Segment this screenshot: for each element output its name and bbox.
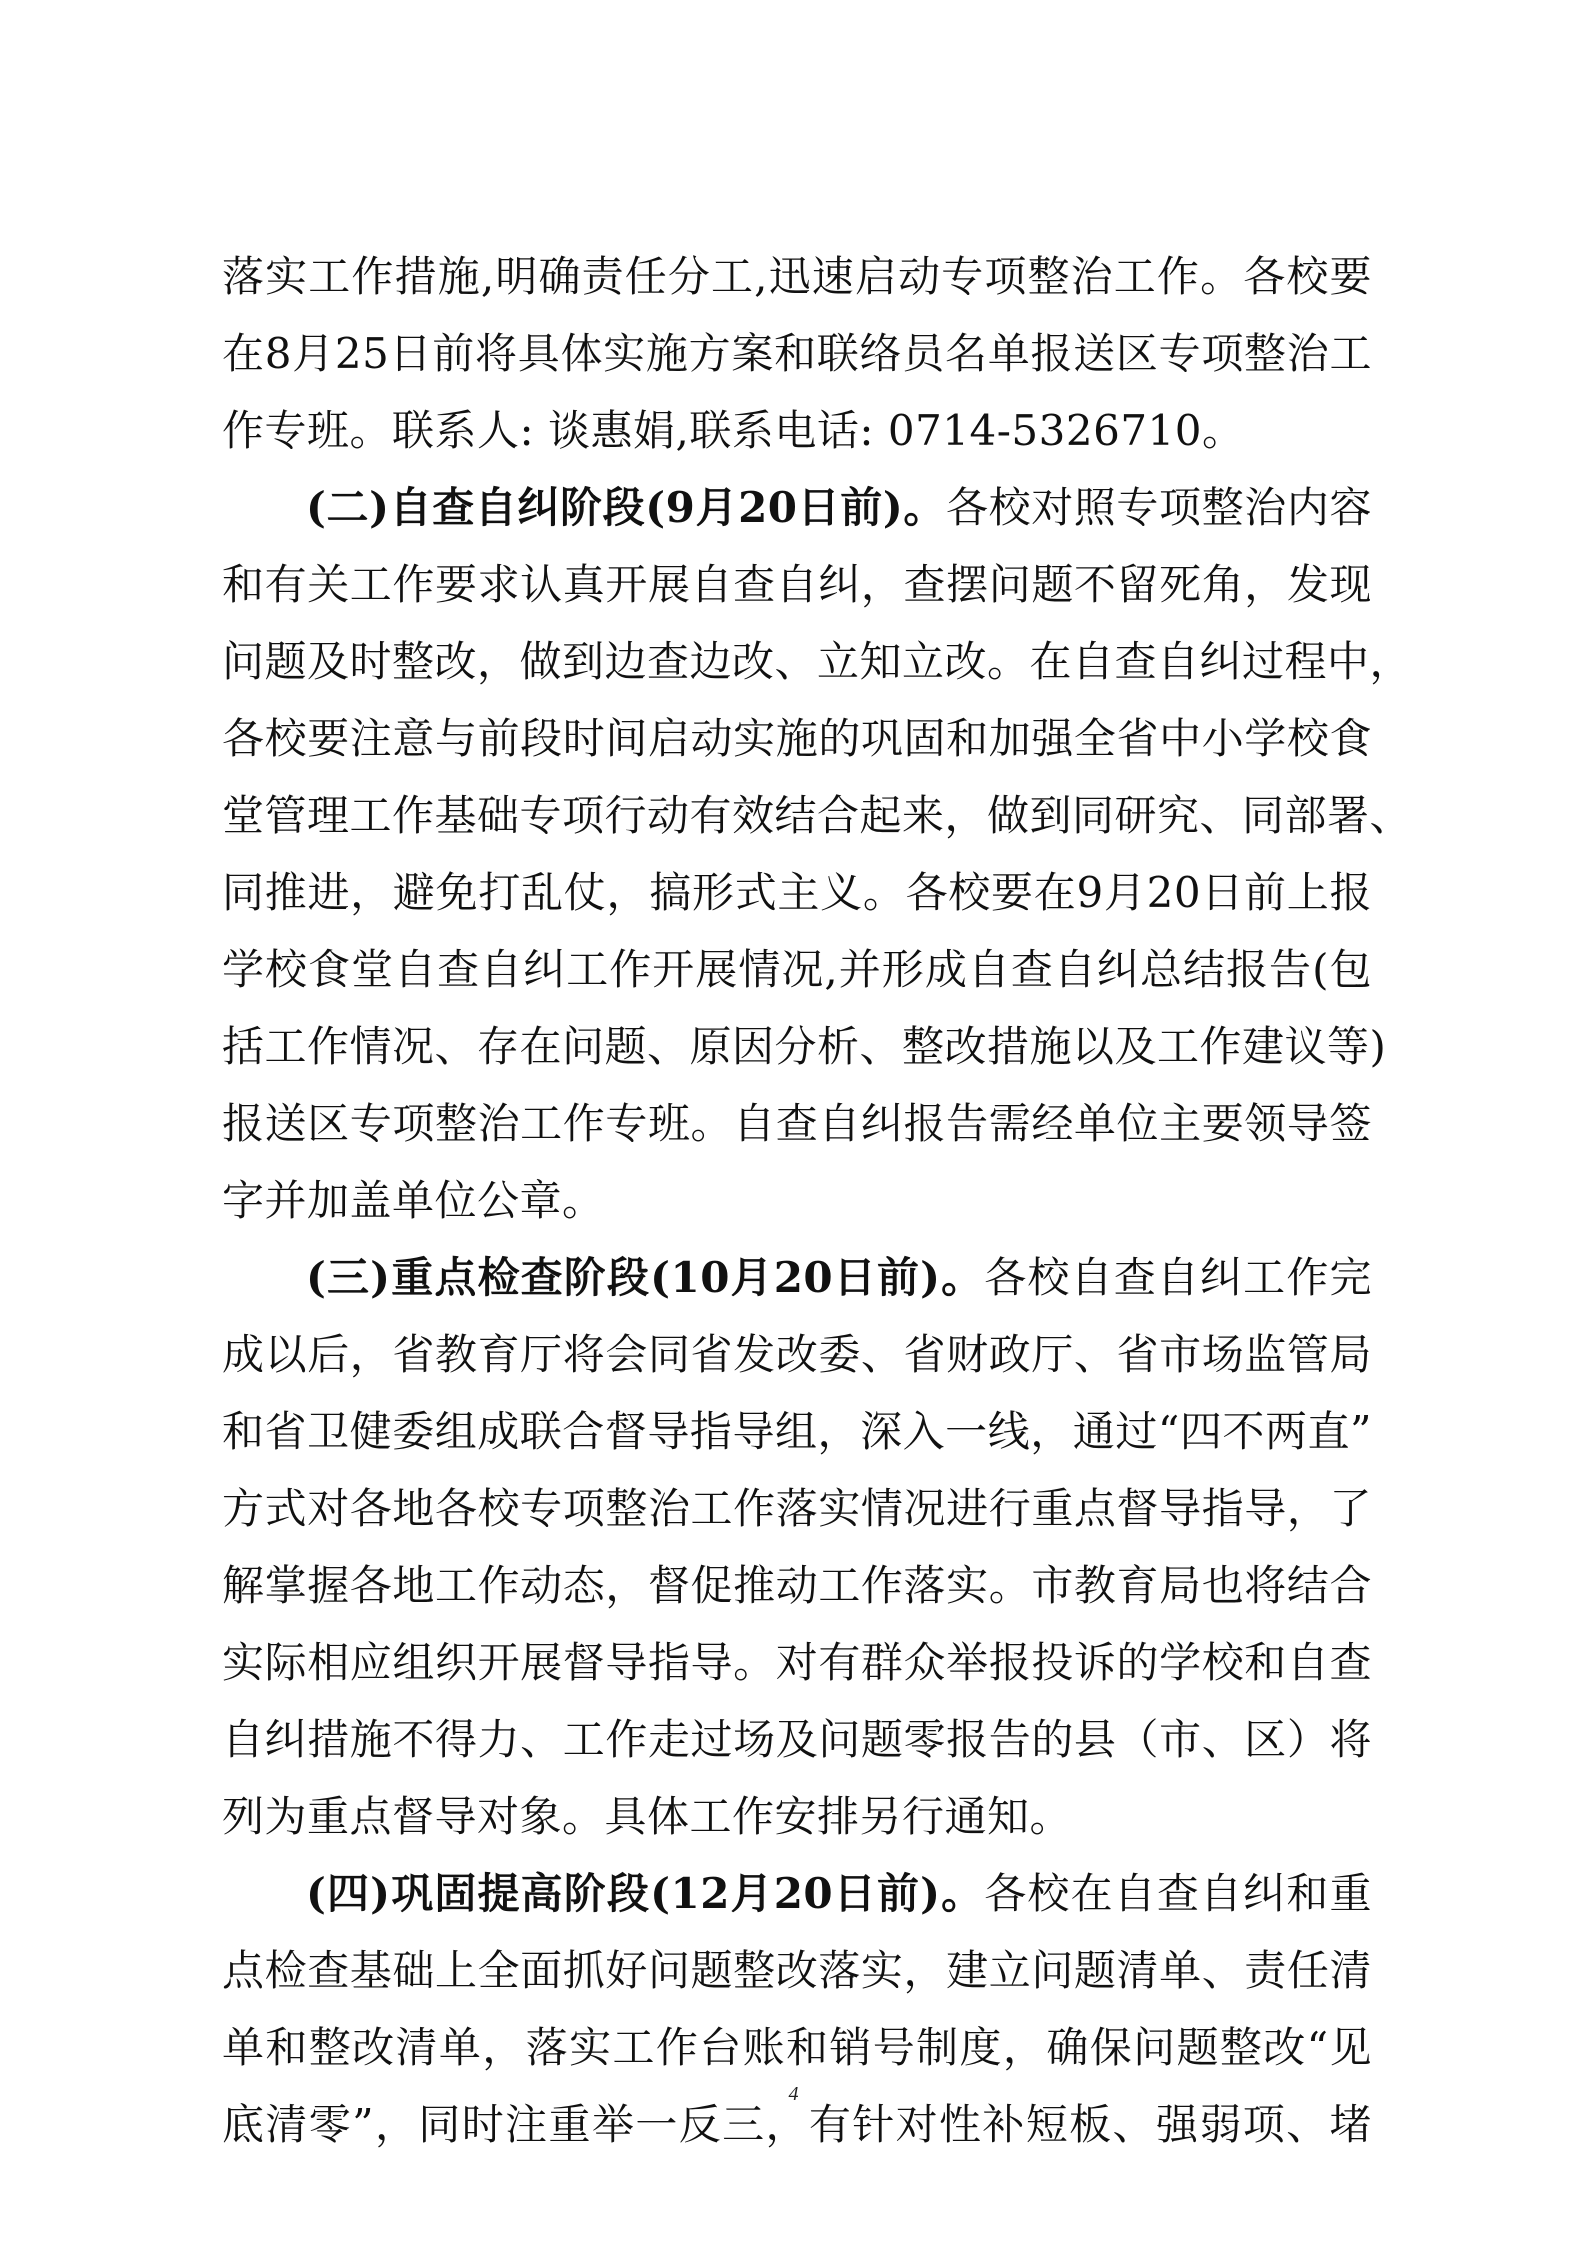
paragraph-line: 报送区专项整治工作专班。自查自纠报告需经单位主要领导签 <box>222 1099 1372 1148</box>
paragraph-line: 底清零”，同时注重举一反三，有针对性补短板、强弱项、堵 <box>222 2100 1372 2149</box>
body-text <box>222 238 1413 2163</box>
section-heading-line <box>222 469 1372 546</box>
paragraph-line: 成以后，省教育厅将会同省发改委、省财政厅、省市场监管局 <box>222 1330 1372 1379</box>
paragraph-line: 单和整改清单，落实工作台账和销号制度，确保问题整改“见 <box>222 2023 1372 2072</box>
paragraph-line: 同推进，避免打乱仗，搞形式主义。各校要在9月20日前上报 <box>222 868 1372 917</box>
section-heading-line <box>222 1239 1372 1316</box>
paragraph-line: 字并加盖单位公章。 <box>222 1176 605 1225</box>
paragraph-line: 学校食堂自查自纠工作开展情况,并形成自查自纠总结报告(包 <box>222 945 1372 994</box>
section-heading: (四)巩固提高阶段(12月20日前)。 <box>306 1869 985 1918</box>
page-number: 4 <box>788 2083 799 2105</box>
paragraph-line: 和省卫健委组成联合督导指导组，深入一线，通过“四不两直” <box>222 1407 1372 1456</box>
paragraph-line: 点检查基础上全面抓好问题整改落实，建立问题清单、责任清 <box>222 1946 1372 1995</box>
paragraph-line: 问题及时整改，做到边查边改、立知立改。在自查自纠过程中， <box>222 637 1413 686</box>
paragraph-line: 自纠措施不得力、工作走过场及问题零报告的县（市、区）将 <box>222 1715 1372 1764</box>
section-heading-line <box>222 1855 1372 1932</box>
paragraph-line: 实际相应组织开展督导指导。对有群众举报投诉的学校和自查 <box>222 1638 1372 1687</box>
section-text: 各校对照专项整治内容 <box>945 483 1372 532</box>
paragraph-line: 列为重点督导对象。具体工作安排另行通知。 <box>222 1792 1073 1841</box>
paragraph-line: 堂管理工作基础专项行动有效结合起来，做到同研究、同部署、 <box>222 791 1413 840</box>
section-text: 各校在自查自纠和重 <box>984 1869 1372 1918</box>
paragraph-line: 括工作情况、存在问题、原因分析、整改措施以及工作建议等) <box>222 1022 1387 1071</box>
paragraph-line: 在8月25日前将具体实施方案和联络员名单报送区专项整治工 <box>222 329 1372 378</box>
section-heading: (三)重点检查阶段(10月20日前)。 <box>306 1253 985 1302</box>
section-heading: (二)自查自纠阶段(9月20日前)。 <box>306 483 946 532</box>
paragraph-line: 和有关工作要求认真开展自查自纠，查摆问题不留死角，发现 <box>222 560 1372 609</box>
paragraph-line: 落实工作措施,明确责任分工,迅速启动专项整治工作。各校要 <box>222 252 1372 301</box>
paragraph-line: 作专班。联系人: 谈惠娟,联系电话: 0714-5326710。 <box>222 406 1245 455</box>
paragraph-line: 方式对各地各校专项整治工作落实情况进行重点督导指导，了 <box>222 1484 1372 1533</box>
paragraph-line: 解掌握各地工作动态，督促推动工作落实。市教育局也将结合 <box>222 1561 1372 1610</box>
section-text: 各校自查自纠工作完 <box>984 1253 1372 1302</box>
paragraph-line: 各校要注意与前段时间启动实施的巩固和加强全省中小学校食 <box>222 714 1372 763</box>
